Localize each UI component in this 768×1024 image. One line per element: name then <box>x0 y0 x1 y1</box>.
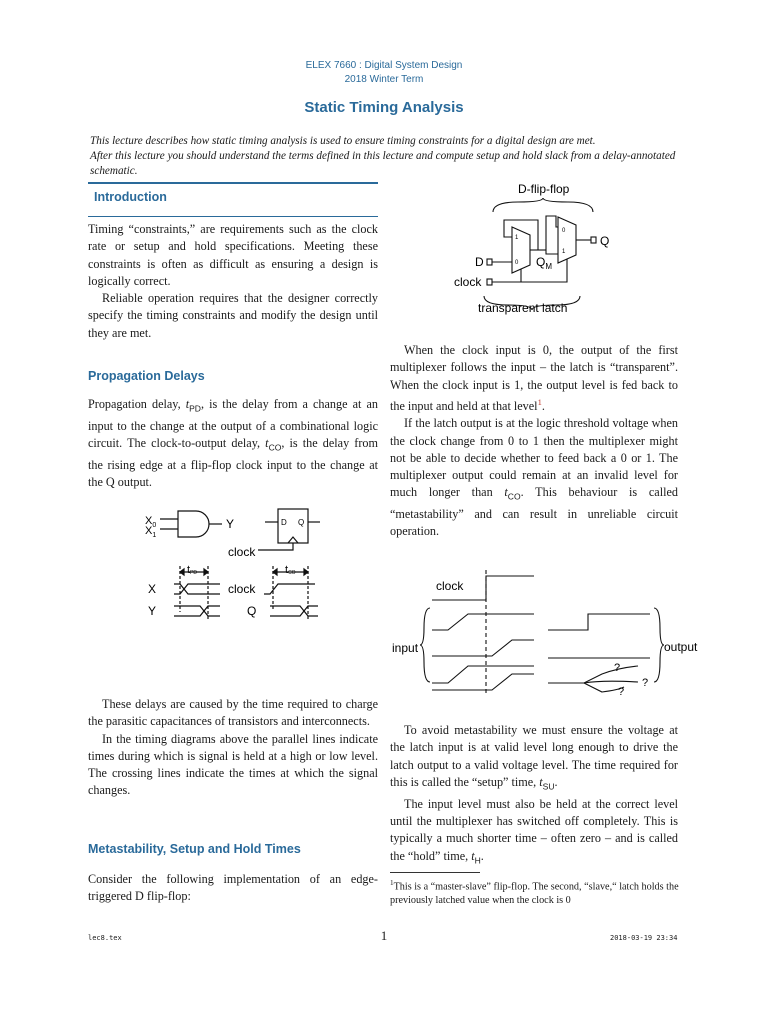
page-number: 1 <box>380 928 388 943</box>
page-title: Static Timing Analysis <box>304 99 464 116</box>
delays-body <box>88 696 378 800</box>
label-x1: $X_1$ <box>145 525 157 539</box>
mux-1-label-0: 0 <box>515 260 519 266</box>
label-tpd: tPD <box>187 564 198 576</box>
right-paragraph-2: If the latch output is at the logic threshold voltage when the clock change from 0 to 1 then the multiplexer might not be able to decide whether to feed back a 0 or 1. The multiplexer output could remain at an invalid level for much longer than $t_{CO}$. This behaviour is called “metastability” and can result in unreliable circuit operation. <box>390 416 678 539</box>
introduction-paragraph-2: Reliable operation requires that the designer correctly specify the timing constraints and modify the design until they are met. <box>88 291 378 340</box>
label-input: input <box>392 641 419 655</box>
label-y: Y <box>226 517 235 531</box>
d-flip-flop-diagram <box>448 180 628 320</box>
right-column-lower <box>390 722 678 869</box>
metastability-body <box>88 871 378 906</box>
propagation-body <box>88 396 378 491</box>
course-header: ELEX 7660 : Digital System Design <box>305 60 463 71</box>
footer-timestamp: 2018-03-19 23:34 <box>610 934 678 942</box>
metastability-paragraph: Consider the following implementation of an edge-triggered D flip-flop: <box>88 872 378 904</box>
label-y-timing: Y <box>148 604 157 618</box>
right-paragraph-3: To avoid metastability we must ensure the voltage at the latch input is at valid level long enough to drive the latch output to a valid voltage level. The time required for this is called the “setup” time, $t_{SU}$. <box>390 723 678 792</box>
mux-1-label-1: 1 <box>515 235 519 241</box>
introduction-heading: Introduction <box>94 190 167 204</box>
label-clock-ff: clock <box>454 275 482 289</box>
mux-2-label-1: 1 <box>562 249 566 255</box>
metastability-waveform-diagram <box>388 570 708 700</box>
propagation-heading: Propagation Delays <box>88 369 205 383</box>
label-qm: $Q_M$ <box>536 255 553 271</box>
mux-1-icon <box>512 227 530 273</box>
right-paragraph-4: The input level must also be held at the correct level until the multiplexer has switched off completely. This is typically a much shorter time – often zero – and is called the “hold” time, $t_H$. <box>390 796 678 865</box>
label-question-3: ? <box>618 686 625 698</box>
label-q: Q <box>600 234 610 248</box>
right-column-upper <box>390 342 678 541</box>
label-question-1: ? <box>614 662 621 674</box>
introduction-body <box>88 221 378 342</box>
label-question-2: ? <box>642 677 649 689</box>
label-clock: clock <box>228 545 256 559</box>
label-d: D <box>475 255 484 269</box>
label-ff-d: D <box>281 518 287 527</box>
delays-paragraph-1: These delays are caused by the time required to charge the parasitic capacitances of transistors and interconnects. <box>88 697 378 729</box>
label-x: X <box>148 582 157 596</box>
footnote-rule <box>390 872 480 873</box>
introduction-paragraph-1: Timing “constraints,” are requirements such as the clock rate or setup and hold specifications. Meeting these constraints is often as difficult as ensuring a design is logically correct. <box>88 222 378 288</box>
metastability-heading: Metastability, Setup and Hold Times <box>88 842 301 856</box>
right-paragraph-1: When the clock input is 0, the output of the first multiplexer follows the input – the latch is “transparent”. When the clock input is 1, the output level is fed back to the input and held at that level$^1$. <box>390 343 678 413</box>
abstract-line-1: This lecture describes how static timing analysis is used to ensure timing constraints for a digital design are met. <box>90 135 596 147</box>
propagation-delay-diagram <box>140 500 330 630</box>
footnote: $^1$This is a “master-slave” flip-flop. The second, “slave,“ latch holds the previously latched value when the clock is 0 <box>390 879 679 907</box>
label-clock-timing: clock <box>228 582 256 596</box>
label-clock-wave: clock <box>436 579 464 593</box>
label-d-flip-flop: D-flip-flop <box>518 182 570 196</box>
propagation-paragraph: Propagation delay, $t_{PD}$, is the delay from a change at an input to the change at the output of a combinational logic circuit. The clock-to-output delay, $t_{CO}$, is the delay from the rising edge at a flip-flop clock input to the change at the Q output. <box>88 397 378 490</box>
label-tco: tCO <box>285 564 296 576</box>
term-header: 2018 Winter Term <box>344 74 424 85</box>
label-x0: $X_0$ <box>145 515 157 529</box>
label-transparent-latch: transparent latch <box>478 301 568 315</box>
abstract-line-2: After this lecture you should understand the terms defined in this lecture and compute setup and hold slack from a delay-annotated schematic. <box>90 150 676 177</box>
label-q-timing: Q <box>247 604 257 618</box>
label-ff-q: Q <box>298 518 305 527</box>
footer-filename: lec8.tex <box>88 934 122 942</box>
mux-2-icon <box>558 217 576 263</box>
abstract <box>90 134 680 179</box>
label-output: output <box>664 640 698 654</box>
delays-paragraph-2: In the timing diagrams above the parallel lines indicate times during which is signal is held at a high or low level. The crossing lines indicate the times at which the signal changes. <box>88 731 378 798</box>
mux-2-label-0: 0 <box>562 228 566 234</box>
and-gate-icon <box>178 511 209 537</box>
